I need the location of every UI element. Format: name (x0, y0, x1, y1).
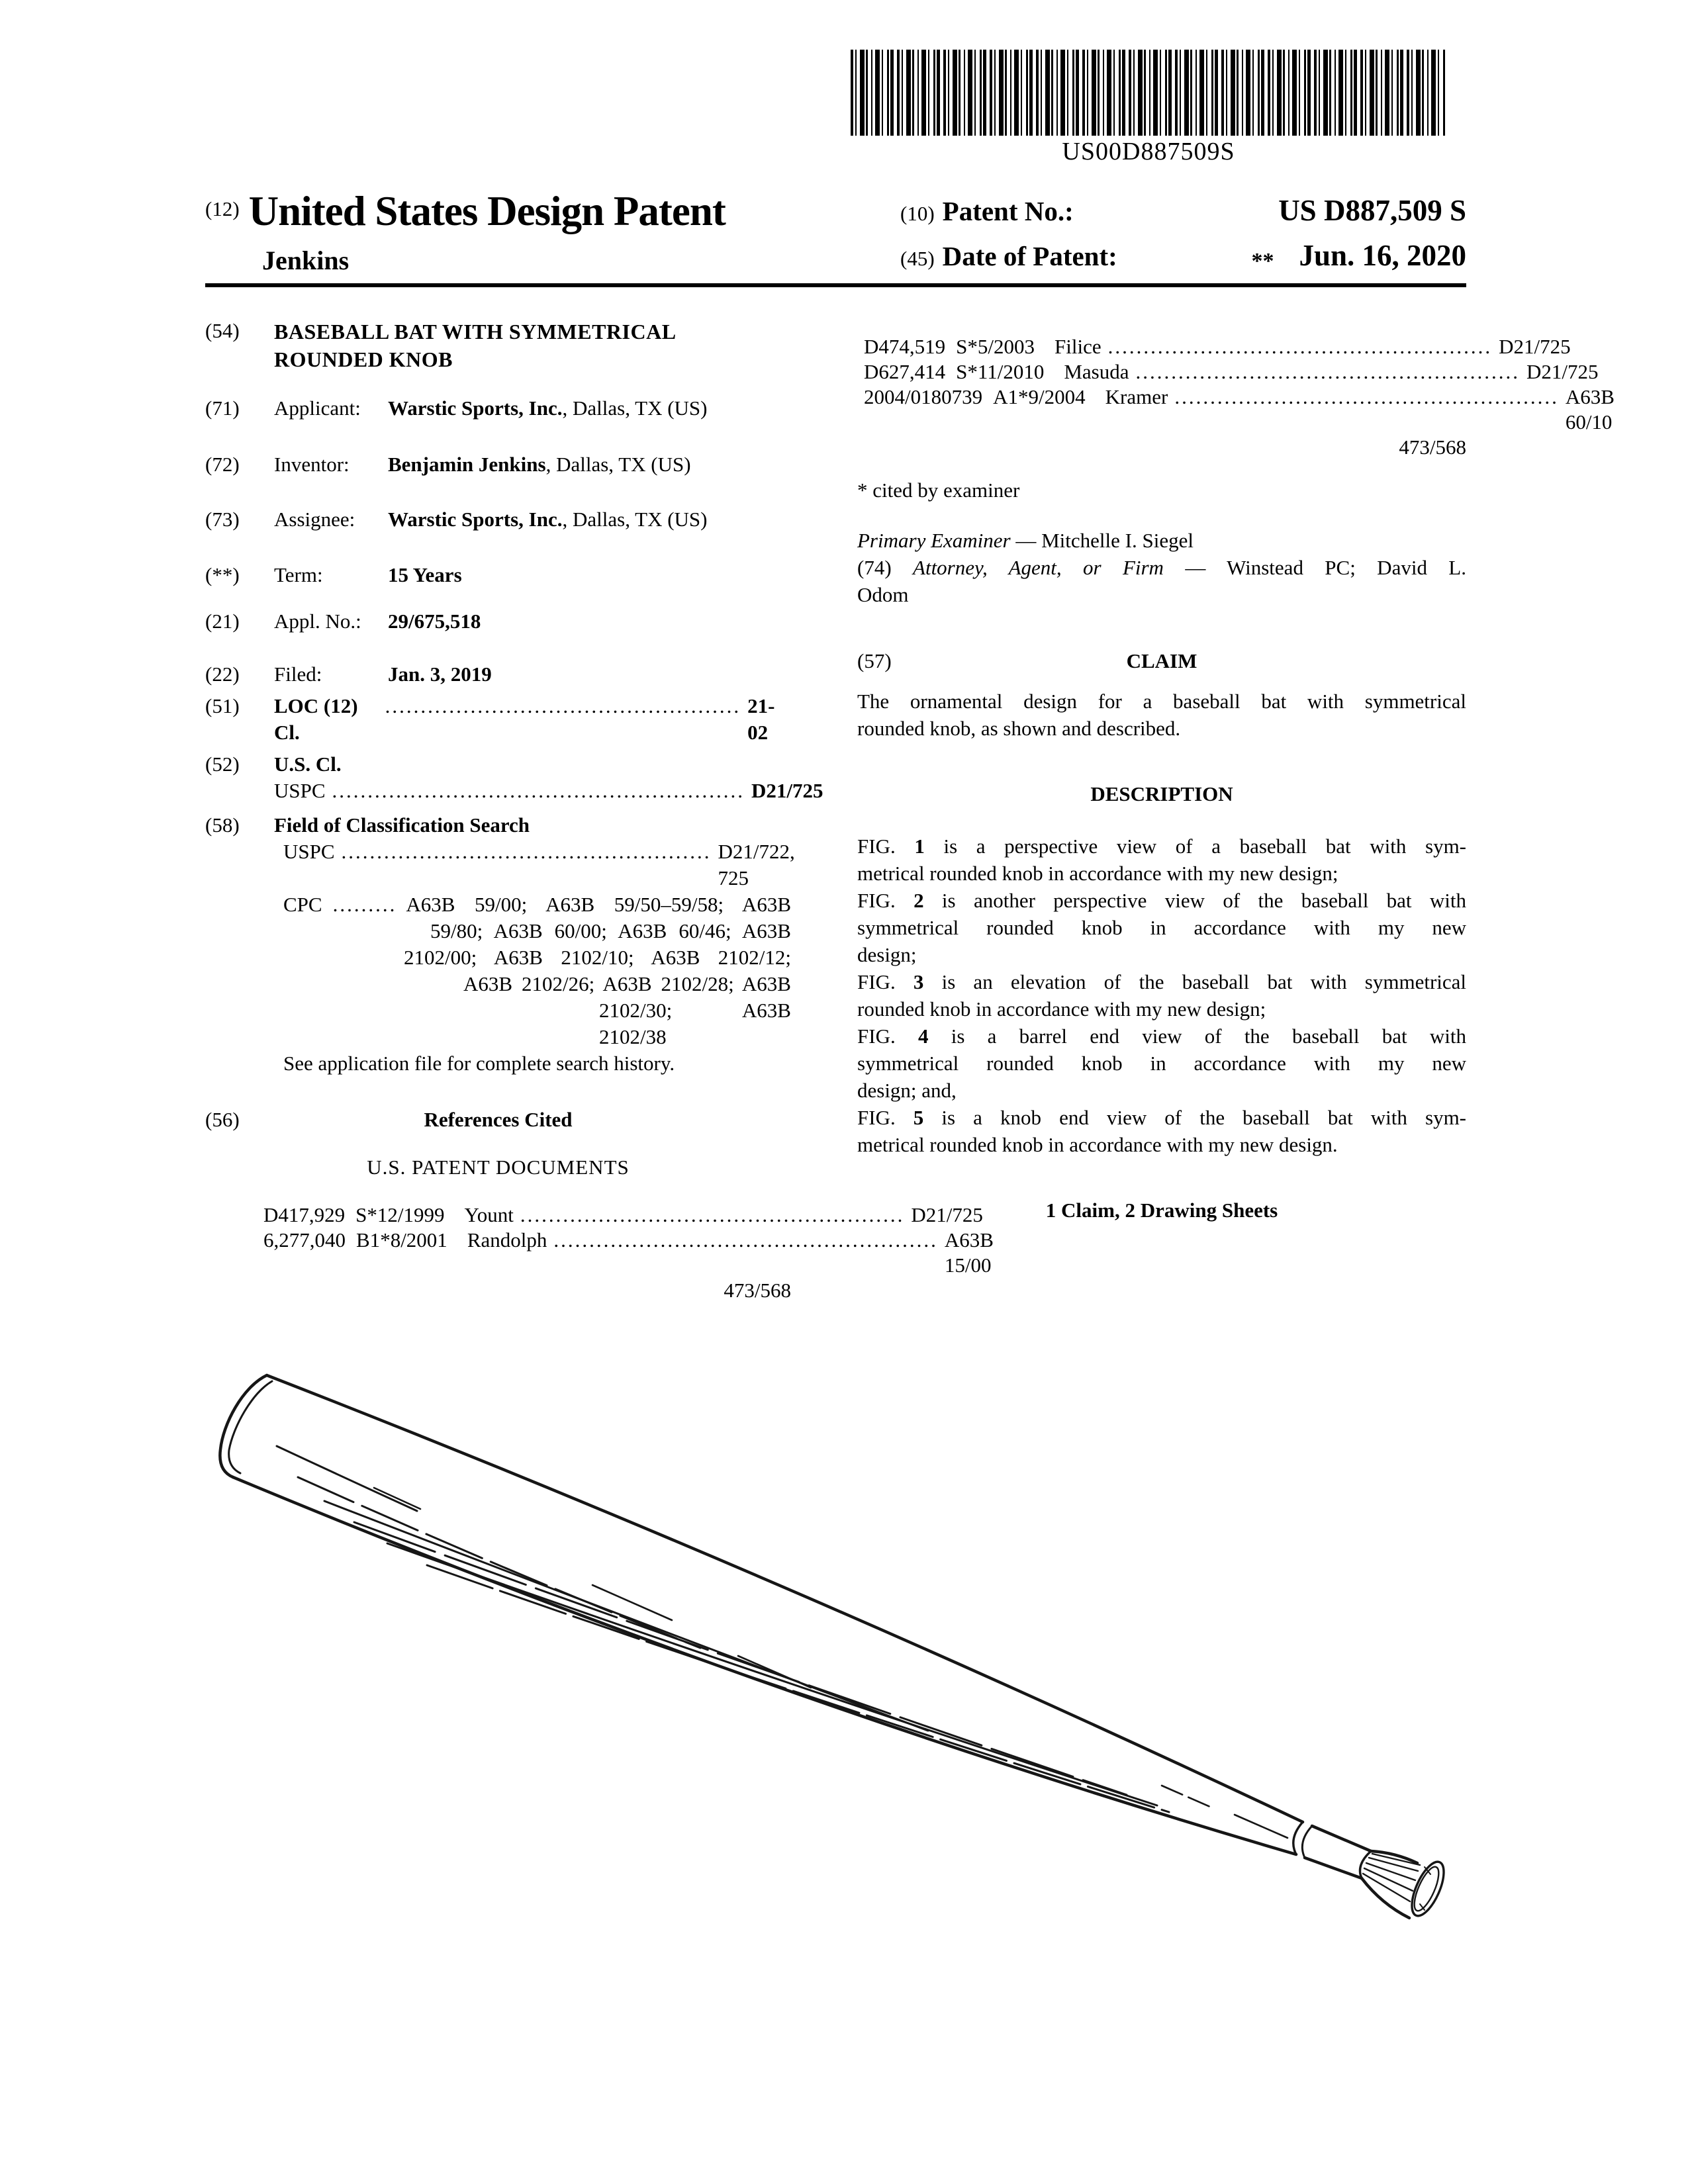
right-column (857, 334, 1615, 1224)
search-history-note: See application file for complete search history. (283, 1052, 675, 1075)
patent-number-row (900, 193, 1466, 228)
field-56-references: (56) References Cited U.S. PATENT DOCUMENTS D417,929 S * 12/1999 Yount ...................................................... D21/725 6,277,040 B1 * 8/2001 Randolph ...................................................... A63B 15/00 473/568 (205, 1108, 994, 1302)
date-value: Jun. 16, 2020 (1299, 239, 1466, 272)
field-21-appl-no: (21) Appl. No.: 29/675,518 (205, 610, 481, 633)
term-extension-stars: ** (1251, 249, 1274, 273)
reference-row: D627,414 S * 11/2010 Masuda ...................................................... D21/725 (864, 360, 1599, 383)
header-left (205, 187, 726, 276)
attorney-label: Attorney, Agent, or Firm (913, 556, 1164, 579)
date-label: Date of Patent: (942, 241, 1117, 271)
filing-date: Jan. 3, 2019 (388, 662, 492, 686)
barcode-number: US00D887509S (1062, 138, 1235, 165)
field-term: (**) Term: 15 Years (205, 563, 462, 586)
invention-title-line2: ROUNDED KNOB (274, 347, 453, 371)
assignee-name: Warstic Sports, Inc. (388, 508, 563, 531)
description-heading: DESCRIPTION (1090, 782, 1233, 805)
uspc-value: D21/725 (751, 779, 823, 802)
field-73-assignee: (73) Assignee: Warstic Sports, Inc., Dallas, TX (US) (205, 508, 708, 531)
references-continued (857, 334, 1615, 460)
reference-class-continuation: 473/568 (1399, 435, 1466, 459)
bat-perspective-drawing (199, 1337, 1489, 1972)
header-divider (205, 283, 1466, 287)
us-patent-documents-heading: U.S. PATENT DOCUMENTS (367, 1156, 630, 1179)
claim-section: (57) CLAIM (857, 647, 1466, 674)
field-22-filed: (22) Filed: Jan. 3, 2019 (205, 662, 492, 686)
claim-heading: CLAIM (1126, 649, 1197, 672)
search-uspc-value: D21/722, 725 (718, 840, 795, 889)
field-54-title: (54) BASEBALL BAT WITH SYMMETRICAL ROUNDED KNOB (205, 318, 791, 373)
field-51-loc-class: (51) LOC (12) Cl. .................................................. 21-02 (205, 693, 791, 746)
figure-descriptions: FIG. 1 is a perspective view of a baseball bat with sym- metrical rounded knob in accordance with my new design; FIG. 2 is another perspective view of the baseball bat with symmetrical rounded knob in accordance with my new design; FIG. 3 is an elevation of the baseball bat with symmetrical rounded knob in accordance with my new design; FIG. 4 is a barrel end view of the baseball bat with symmetrical rounded knob in accordance with my new design; and, FIG. 5 is a knob end view of the baseball bat with sym- metrical rounded knob in accordance with my new design. (857, 835, 1467, 1156)
field-58-search: (58) Field of Classification Search USPC .................................................... D21/722, 725 CPC ......... A63B 59/00; A63B 59/50–59/58; A63B 59/80; A63B 60/00; A63B 60/46; A63B 2102/00; A63B 2102/10; A63B 2102/12; A63B 2102/26; A63B 2102/28; A63B 2102/30; A63B 2102/38 See application file for complete search history. (205, 812, 791, 1077)
attorney-name: — Winstead PC; David L. (1185, 556, 1466, 579)
patent-no-label: Patent No.: (942, 196, 1074, 226)
inventor-surname: Jenkins (262, 246, 350, 275)
cited-by-examiner-note: * cited by examiner (857, 478, 1020, 502)
field-52-us-class: (52) U.S. Cl. USPC .......................................................... D21/725 (205, 751, 791, 804)
primary-examiner-label: Primary Examiner (857, 529, 1011, 552)
primary-examiner-line (857, 527, 1466, 554)
inid-45: (45) (900, 247, 935, 270)
document-title: United States Design Patent (248, 188, 726, 234)
references-cited-heading: References Cited (424, 1108, 573, 1131)
reference-row: 2004/0180739 A1 * 9/2004 Kramer ...................................................... A63B 60/10 (864, 385, 1615, 433)
application-number: 29/675,518 (388, 610, 481, 633)
inventor-name: Benjamin Jenkins (388, 453, 546, 476)
claims-sheets-note: 1 Claim, 2 Drawing Sheets (1045, 1199, 1278, 1222)
inid-10: (10) (900, 202, 935, 225)
patent-date-row (900, 238, 1466, 273)
patent-no-value: US D887,509 S (1278, 194, 1466, 227)
primary-examiner-name: — Mitchelle I. Siegel (1015, 529, 1194, 552)
header-right (900, 193, 1466, 283)
barcode-image (851, 50, 1446, 136)
reference-class-continuation: 473/568 (724, 1279, 791, 1302)
field-71-applicant: (71) Applicant: Warstic Sports, Inc., Dallas, TX (US) (205, 396, 708, 420)
loc-class-value: 21-02 (747, 694, 775, 744)
reference-row: D474,519 S * 5/2003 Filice ...................................................... D21/725 (864, 335, 1571, 358)
applicant-name: Warstic Sports, Inc. (388, 396, 563, 420)
inid-12: (12) (205, 197, 240, 220)
reference-row: 6,277,040 B1 * 8/2001 Randolph ...................................................... A63B 15/00 (263, 1228, 994, 1277)
invention-title-line1: BASEBALL BAT WITH SYMMETRICAL (274, 320, 677, 343)
reference-row: D417,929 S * 12/1999 Yount ...................................................... D21/725 (263, 1203, 983, 1226)
field-72-inventor: (72) Inventor: Benjamin Jenkins, Dallas, TX (US) (205, 453, 691, 476)
claim-text: The ornamental design for a baseball bat with symmetrical rounded knob, as shown and described. (857, 690, 1466, 740)
term-value: 15 Years (388, 563, 462, 586)
attorney-line: (74) Attorney, Agent, or Firm — Winstead PC; David L. Odom (857, 556, 1466, 606)
barcode (851, 50, 1446, 166)
